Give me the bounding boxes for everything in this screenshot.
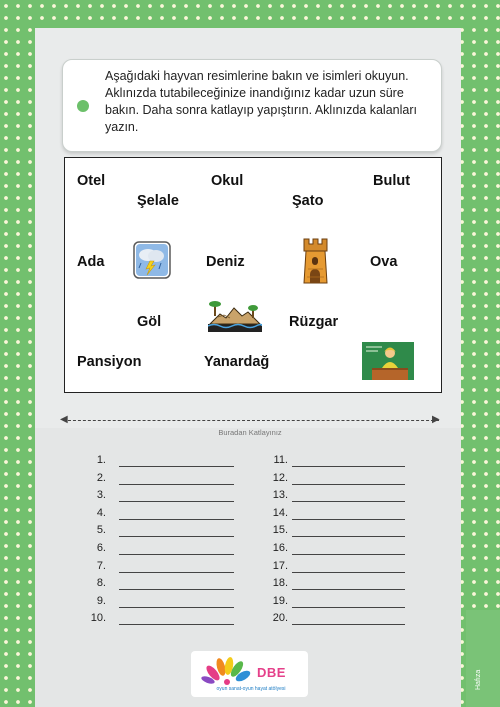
answer-number: 5. xyxy=(96,524,106,537)
answer-number: 7. xyxy=(96,559,106,572)
answer-number: 20. xyxy=(272,612,288,625)
answer-line[interactable] xyxy=(292,624,405,625)
answer-line[interactable] xyxy=(292,484,405,485)
storm-cloud-icon xyxy=(133,241,171,279)
answer-number: 17. xyxy=(272,559,288,572)
word-bulut: Bulut xyxy=(373,173,411,189)
answer-number: 19. xyxy=(272,594,288,607)
word-okul: Okul xyxy=(211,173,244,189)
word-ada: Ada xyxy=(77,254,105,270)
answer-line[interactable] xyxy=(119,624,234,625)
answer-number: 2. xyxy=(96,471,106,484)
answer-number: 15. xyxy=(272,524,288,537)
instruction-text: Aşağıdaki hayvan resimlerine bakın ve isimleri okuyun. Aklınızda tutabileceğinize inandığınız kadar uzun süre bakın. Daha sonra katlayıp yapıştırın. Aklınızda kalanları yazın. xyxy=(105,69,417,134)
answer-line[interactable] xyxy=(119,607,234,608)
dbe-logo xyxy=(191,651,308,697)
answer-line[interactable] xyxy=(119,589,234,590)
answer-number: 1. xyxy=(96,454,106,466)
logo-subtitle: oyun sanat-oyun hayat atölyesi xyxy=(216,686,286,692)
bullet-dot xyxy=(77,100,89,112)
answer-number: 8. xyxy=(96,577,106,590)
answer-line[interactable] xyxy=(119,501,234,502)
answer-line[interactable] xyxy=(292,466,405,467)
answer-number: 13. xyxy=(272,489,288,502)
answer-line[interactable] xyxy=(292,554,405,555)
instruction-card xyxy=(62,59,442,152)
answer-number: 16. xyxy=(272,542,288,554)
word-ova: Ova xyxy=(370,254,398,270)
word-otel: Otel xyxy=(77,173,106,189)
answer-number: 10. xyxy=(90,612,106,625)
castle-tower-icon xyxy=(296,235,334,287)
answer-line[interactable] xyxy=(292,589,405,590)
answer-line[interactable] xyxy=(292,607,405,608)
word-yanardag: Yanardağ xyxy=(204,354,270,370)
logo-name: DBE xyxy=(257,665,286,680)
answer-line[interactable] xyxy=(119,536,234,537)
answer-number: 12. xyxy=(272,471,288,484)
answer-number: 9. xyxy=(96,594,106,607)
side-tab xyxy=(466,610,500,707)
answer-line[interactable] xyxy=(119,519,234,520)
leaf-burst-logo-icon xyxy=(199,655,257,687)
answer-line[interactable] xyxy=(119,484,234,485)
fold-here-label: Buradan Katlayınız xyxy=(218,428,282,437)
answer-line[interactable] xyxy=(292,572,405,573)
answer-number: 18. xyxy=(272,577,288,590)
answer-line[interactable] xyxy=(119,466,234,467)
answer-line[interactable] xyxy=(292,519,405,520)
scissors-arrow-right-icon: ▶ xyxy=(432,414,440,425)
teacher-desk-icon xyxy=(362,342,414,380)
answer-line[interactable] xyxy=(292,536,405,537)
side-tab-label: Hafıza xyxy=(475,669,482,690)
word-gol: Göl xyxy=(137,314,162,330)
word-ruzgar: Rüzgar xyxy=(289,314,339,330)
word-pansiyon: Pansiyon xyxy=(77,354,142,370)
word-deniz: Deniz xyxy=(206,254,245,270)
answer-number: 14. xyxy=(272,506,288,519)
answer-number: 4. xyxy=(96,506,106,519)
answer-line[interactable] xyxy=(292,501,405,502)
word-sato: Şato xyxy=(292,193,324,209)
answer-number: 6. xyxy=(96,542,106,554)
island-icon xyxy=(208,298,262,332)
answer-line[interactable] xyxy=(119,572,234,573)
answer-number: 11. xyxy=(273,454,288,466)
scissors-arrow-left-icon: ◀ xyxy=(60,414,68,425)
answer-number: 3. xyxy=(96,489,106,502)
fold-cut-line xyxy=(63,420,439,421)
word-selale: Şelale xyxy=(137,193,179,209)
answer-line[interactable] xyxy=(119,554,234,555)
